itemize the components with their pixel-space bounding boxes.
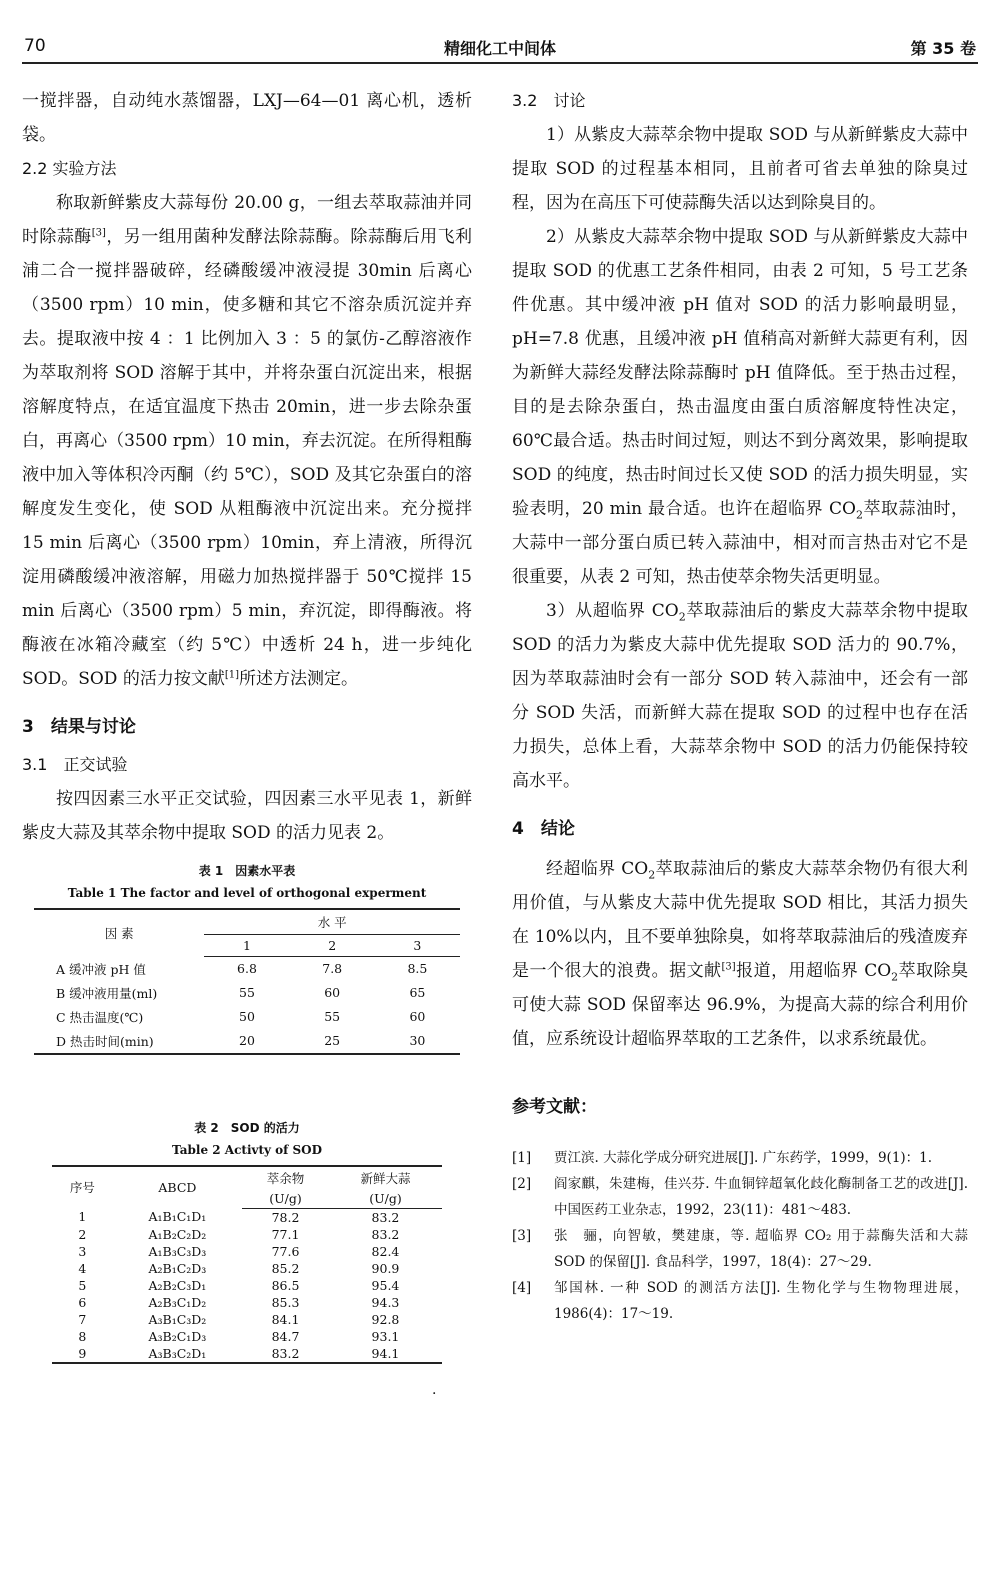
method-text-a: 称取新鲜紫皮大蒜每份 20.00 g，一组去萃取蒜油并同时除蒜酶: [22, 193, 472, 247]
table-row: [52, 1345, 442, 1363]
table-row: [52, 1277, 442, 1294]
table2-no: 5: [78, 1277, 87, 1293]
table-row: [52, 1311, 442, 1328]
reference-number: [1]: [512, 1150, 532, 1166]
reference-text: 邹国林. 一种 SOD 的测活方法[J]. 生物化学与生物物理进展，1986(4)：17～19.: [554, 1280, 968, 1322]
table2-no: 6: [78, 1294, 87, 1310]
table2-no: 7: [78, 1311, 87, 1327]
table2-fresh: 94.3: [371, 1294, 400, 1310]
running-header: [22, 28, 978, 64]
citation-3: [3]: [91, 227, 106, 239]
right-column: [512, 84, 968, 1327]
table2-fresh: 83.2: [371, 1226, 400, 1242]
section-heading-4: 4 结论: [512, 819, 575, 839]
method-text-b: ，另一组用菌种发酵法除蒜酶。除蒜酶后用飞利浦二合一搅拌器破碎，经磷酸缓冲液浸提 30min 后离心（3500 rpm）10 min，使多糖和其它不溶杂质沉淀并弃去。提取液中按 4 ：1 比例加入 3 ：5 的氯仿-乙醇溶液作为萃取剂将 SOD 溶解于其中，并将杂蛋白沉淀出来，根据溶解度特点，在适宜温度下热击 20min，进一步去除杂蛋白，再离心（3500 rpm）10 min，弃去沉淀。在所得粗酶液中加入等体积冷丙酮（约 5℃），SOD 及其它杂蛋白的溶解度发生变化，使 SOD 从粗酶液中沉淀出来。充分搅拌 15 min 后离心（3500 rpm）10min，弃上清液，所得沉淀用磷酸缓冲液溶解，用磁力加热搅拌器于 50℃搅拌 15 min 后离心（3500 rpm）5 min，弃沉淀，即得酶液。将酶液在冰箱冷藏室（约 5℃）中透析 24 h，进一步纯化 SOD。SOD 的活力按文献: [22, 227, 473, 689]
table1-factor-name: D 热击时间(min): [34, 1029, 204, 1054]
citation-1: [1]: [224, 669, 240, 681]
reference-number: [3]: [512, 1228, 532, 1244]
reference-text: 张 骊，向智敏，樊建康，等. 超临界 CO₂ 用于蒜酶失活和大蒜 SOD 的保留[J]. 食品科学，1997，18(4)：27～29.: [554, 1228, 968, 1270]
references-heading: 参考文献：: [512, 1097, 597, 1117]
paragraph-orthogonal: 按四因素三水平正交试验，四因素三水平见表 1，新鲜紫皮大蒜及其萃余物中提取 SOD 的活力见表 2。: [22, 789, 472, 843]
table2-no: 3: [78, 1243, 87, 1259]
co2-subscript: 2: [648, 868, 656, 882]
reference-text: 阎家麒，朱建梅，佳兴芬. 牛血铜锌超氧化歧化酶制备工艺的改进[J]. 中国医药工业杂志，1992，23(11)：481～483.: [554, 1176, 968, 1218]
reference-number: [2]: [512, 1176, 532, 1192]
table2-no: 2: [78, 1226, 87, 1242]
table1-header-factor: 因 素: [34, 909, 204, 957]
volume-label: 第 35 卷: [910, 39, 976, 58]
table2-abcd: A₃B₂C₁D₃: [148, 1328, 207, 1344]
table2-header-no: 序号: [52, 1166, 113, 1209]
table2-residue: 84.1: [271, 1311, 300, 1327]
table1-header-level: 水 平: [204, 909, 460, 935]
table2-fresh: 94.1: [329, 1345, 442, 1363]
table-row: [34, 1029, 460, 1054]
table1-cell: 8.5: [407, 961, 428, 977]
table2-fresh: 95.4: [371, 1277, 400, 1293]
table2-residue: 84.7: [271, 1328, 300, 1344]
table1-factor-name: B 缓冲液用量(ml): [56, 985, 158, 1001]
discussion-2-text-a: 2）从紫皮大蒜萃余物中提取 SOD 与从新鲜紫皮大蒜中提取 SOD 的优惠工艺条件相同，由表 2 可知，5 号工艺条件优惠。其中缓冲液 pH 值对 SOD 的活力影响最明显，pH=7.8 优惠，且缓冲液 pH 值稍高对新鲜大蒜更有利，因为新鲜大蒜经发酵法除蒜酶时 pH 值降低。至于热击过程，目的是去除杂蛋白，热击温度由蛋白质溶解度特性决定，60℃最合适。热击时间过短，则达不到分离效果，影响提取 SOD 的纯度，热击时间过长又使 SOD 的活力损失明显，实验表明，20 min 最合适。也许在超临界 CO: [512, 227, 968, 519]
table2-no: 9: [52, 1345, 113, 1363]
paragraph-equipment-continued: 一搅拌器，自动纯水蒸馏器，LXJ—64—01 离心机，透析袋。: [22, 91, 472, 145]
table-row: [52, 1208, 442, 1226]
table2-residue: 83.2: [242, 1345, 329, 1363]
table1-factor-name: C 热击温度(℃): [56, 1009, 144, 1025]
reference-item: [512, 1223, 968, 1275]
table2-fresh: 82.4: [371, 1243, 400, 1259]
table2-no: 4: [78, 1260, 87, 1276]
table2-residue: 77.1: [271, 1226, 300, 1242]
table2-fresh: 90.9: [371, 1260, 400, 1276]
table1-caption-en: Table 1 The factor and level of orthogonal experment: [67, 886, 427, 900]
reference-item: [512, 1145, 968, 1171]
table2-residue: 78.2: [271, 1209, 300, 1225]
table-row: [52, 1243, 442, 1260]
citation-3: [3]: [721, 961, 736, 973]
table2-residue: 85.3: [271, 1294, 300, 1310]
page-number: 70: [24, 36, 46, 56]
paragraph-method: [22, 186, 472, 696]
table-row: [52, 1260, 442, 1277]
table2-abcd: A₃B₃C₂D₁: [113, 1345, 242, 1363]
paragraph-conclusion: [512, 852, 968, 1056]
table1-cell: 65: [409, 985, 426, 1000]
table1-level-1: 1: [204, 935, 289, 957]
table2-header-abcd: ABCD: [113, 1166, 242, 1209]
table2-header-residue: 萃余物: [242, 1166, 329, 1189]
table2-abcd: A₁B₁C₁D₁: [148, 1209, 207, 1225]
references-list: [512, 1145, 968, 1327]
table1-cell: 55: [239, 985, 255, 1000]
table2-fresh: 93.1: [371, 1328, 400, 1344]
table2-residue: 77.6: [271, 1243, 300, 1259]
table2-fresh: 92.8: [371, 1311, 400, 1327]
table1-factor-name: A 缓冲液 pH 值: [56, 961, 146, 977]
table1-cell: 7.8: [322, 961, 343, 977]
discussion-3-text-b: 萃取蒜油后的紫皮大蒜萃余物中提取 SOD 的活力为紫皮大蒜中优先提取 SOD 活力的 90.7%，因为萃取蒜油时会有一部分 SOD 转入蒜油中，还会有一部分 SOD 失活，而新鲜大蒜在提取 SOD 的过程中也存在活力损失，总体上看，大蒜萃余物中 SOD 的活力仍能保持较高水平。: [512, 601, 969, 791]
table2-abcd: A₁B₂C₂D₂: [148, 1226, 207, 1242]
conclusion-text-c: 报道，用超临界 CO: [735, 961, 892, 981]
table2-unit-residue: (U/g): [242, 1189, 329, 1209]
table1-level-2: 2: [290, 935, 375, 957]
left-column: [22, 84, 472, 1364]
table1-level-3: 3: [375, 935, 460, 957]
table2-residue: 85.2: [271, 1260, 300, 1276]
method-text-c: 所述方法测定。: [239, 669, 359, 689]
table-row: [34, 957, 460, 981]
table2-residue: 86.5: [271, 1277, 300, 1293]
co2-subscript: 2: [855, 508, 863, 522]
co2-subscript: 2: [678, 610, 686, 624]
table-row: [52, 1328, 442, 1345]
conclusion-text-d: 萃取除臭可使大蒜 SOD 保留率达 96.9%，为提高大蒜的综合利用价值，应系统设计超临界萃取的工艺条件，以求系统最优。: [512, 961, 969, 1049]
discussion-3-text-a: 3）从超临界 CO: [546, 601, 679, 621]
table1-cell: 6.8: [237, 961, 257, 977]
table1-caption-cn: 表 1 因素水平表: [198, 864, 296, 878]
table2-abcd: A₁B₃C₃D₃: [148, 1243, 207, 1259]
paragraph-discussion-1: 1）从紫皮大蒜萃余物中提取 SOD 与从新鲜紫皮大蒜中提取 SOD 的过程基本相同，且前者可省去单独的除臭过程，因为在高压下可使蒜酶失活以达到除臭目的。: [512, 125, 968, 213]
table-row: [34, 1005, 460, 1029]
conclusion-text-a: 经超临界 CO: [546, 859, 649, 879]
discussion-2-text-b: 萃取蒜油时，大蒜中一部分蛋白质已转入蒜油中，相对而言热击对它不是很重要，从表 2 可知，热击使萃余物失活更明显。: [512, 499, 969, 587]
table2-no: 1: [78, 1209, 87, 1225]
table2-unit-fresh: (U/g): [329, 1189, 442, 1209]
subsection-heading-2-2: 2.2 实验方法: [22, 159, 117, 178]
table-row: [34, 981, 460, 1005]
table-row: [52, 1294, 442, 1311]
co2-subscript: 2: [891, 970, 899, 984]
paragraph-discussion-2: [512, 220, 968, 594]
table2-header-fresh: 新鲜大蒜: [329, 1166, 442, 1189]
table2-abcd: A₂B₂C₃D₁: [148, 1277, 207, 1293]
table1-cell: 20: [204, 1029, 289, 1054]
reference-item: [512, 1171, 968, 1223]
subsection-heading-3-1: 3.1 正交试验: [22, 755, 128, 774]
section-heading-3: 3 结果与讨论: [22, 717, 136, 737]
table-factor-levels: [34, 908, 460, 1055]
reference-text: 贾江滨. 大蒜化学成分研究进展[J]. 广东药学，1999，9(1)：1.: [554, 1150, 933, 1166]
table2-fresh: 83.2: [371, 1209, 400, 1225]
subsection-heading-3-2: 3.2 讨论: [512, 91, 586, 110]
table1-cell: 60: [324, 985, 341, 1000]
table1-cell: 50: [239, 1009, 255, 1024]
table1-cell: 60: [409, 1009, 426, 1024]
reference-number: [4]: [512, 1280, 532, 1296]
table2-no: 8: [78, 1328, 87, 1344]
table2-abcd: A₃B₁C₃D₂: [148, 1311, 207, 1327]
table1-cell: 30: [375, 1029, 460, 1054]
table1-cell: 25: [290, 1029, 375, 1054]
table2-abcd: A₂B₃C₁D₂: [148, 1294, 207, 1310]
journal-title: 精细化工中间体: [443, 39, 556, 58]
table2-caption-cn: 表 2 SOD 的活力: [194, 1120, 300, 1135]
reference-item: [512, 1275, 968, 1327]
table2-caption-en: Table 2 Activty of SOD: [171, 1142, 323, 1157]
table-sod-activity: [52, 1165, 442, 1364]
table-row: [52, 1226, 442, 1243]
stray-dot: ·: [432, 1386, 437, 1402]
table2-abcd: A₂B₁C₂D₃: [148, 1260, 207, 1276]
table1-cell: 55: [324, 1009, 341, 1024]
conclusion-text-b: 萃取蒜油后的紫皮大蒜萃余物仍有很大利用价值，与从紫皮大蒜中优先提取 SOD 相比，其活力损失在 10%以内，且不要单独除臭，如将萃取蒜油后的残渣废弃是一个很大的浪费。据文献: [512, 859, 968, 981]
paragraph-discussion-3: [512, 594, 968, 798]
